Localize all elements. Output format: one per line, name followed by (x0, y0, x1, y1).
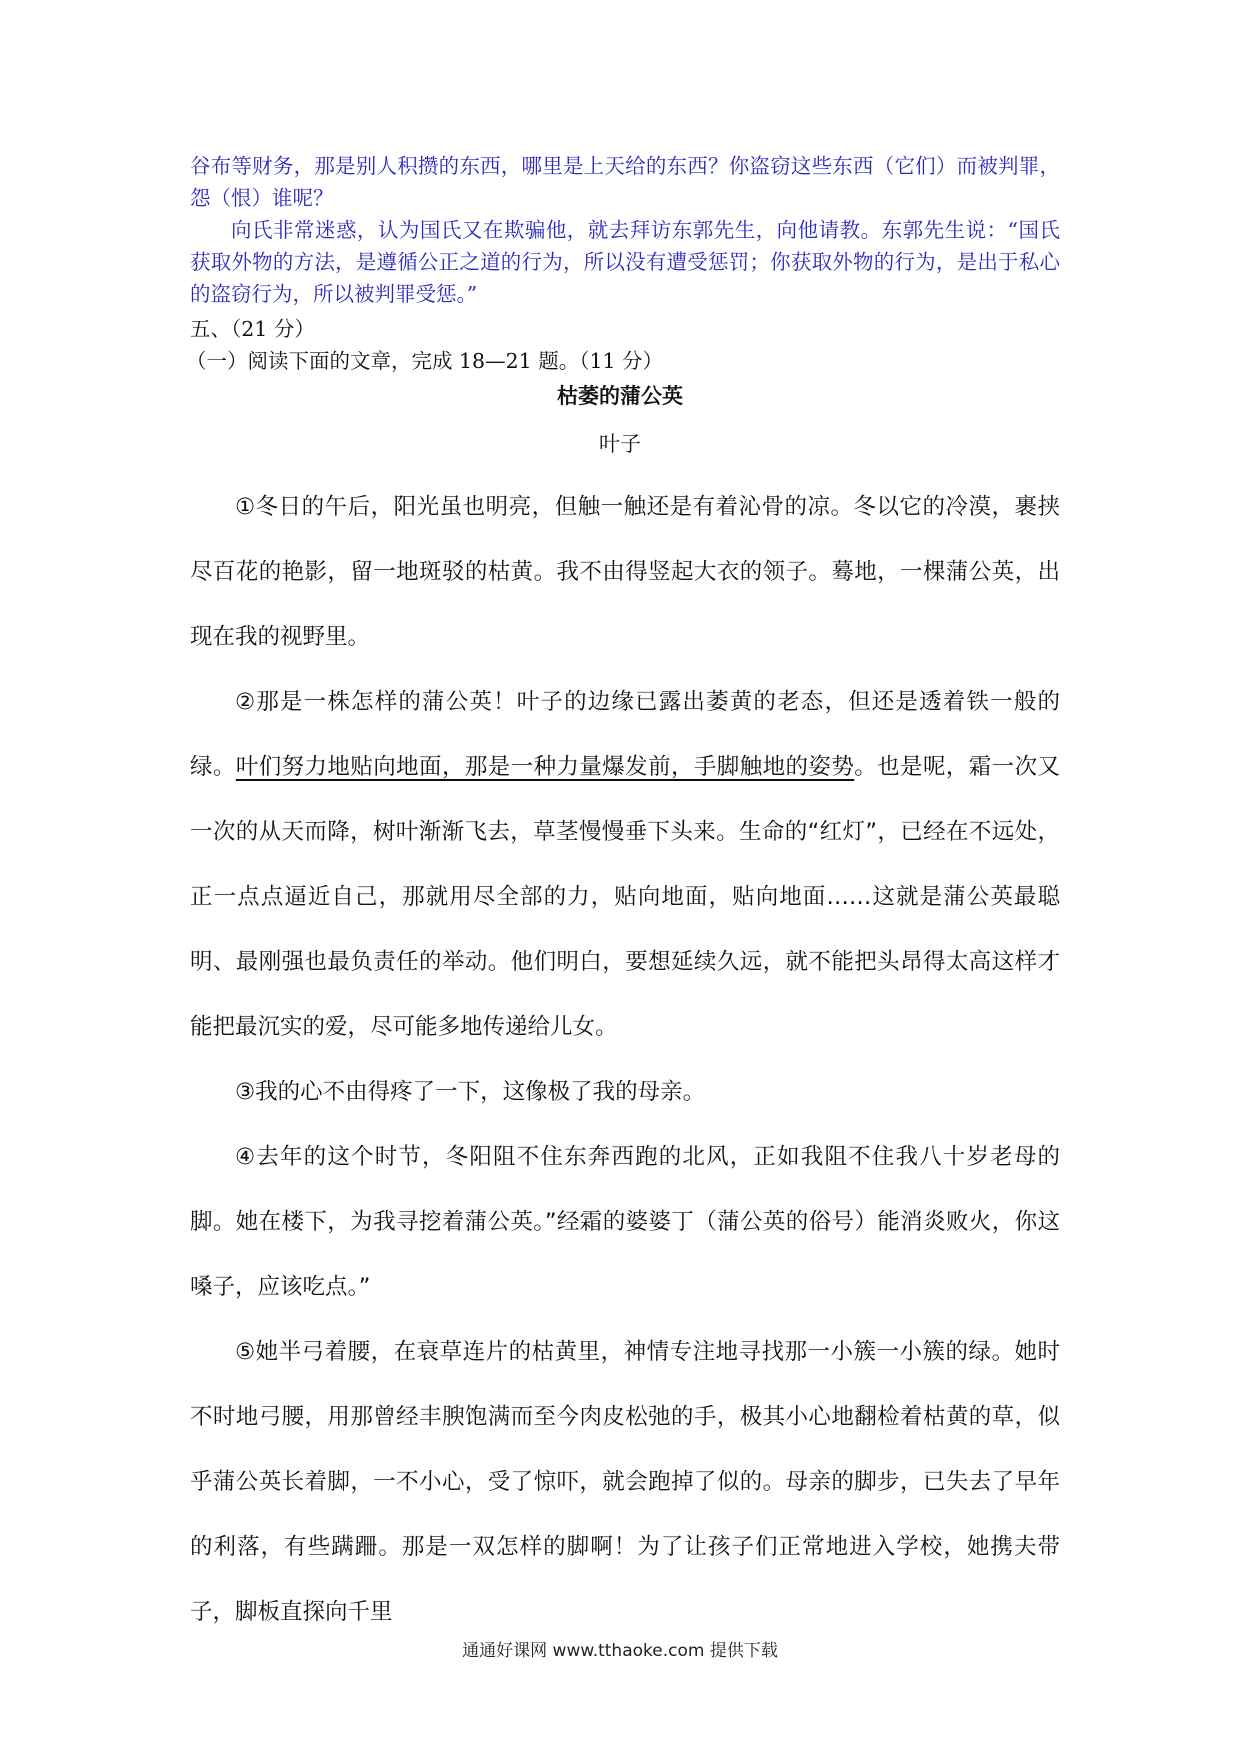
paragraph-4: ④去年的这个时节，冬阳阻不住东奔西跑的北风，正如我阻不住我八十岁老母的脚。她在楼下，为我寻挖着蒲公英。”经霜的婆婆丁（蒲公英的俗号）能消炎败火，你这嗓子，应该吃点。” (190, 1144, 1060, 1300)
section-heading: 五、（21 分） (190, 317, 315, 341)
paragraph-1: ①冬日的午后，阳光虽也明亮，但触一触还是有着沁骨的凉。冬以它的冷漠，裹挟尽百花的艳影，留一地斑驳的枯黄。我不由得竖起大衣的领子。蓦地，一棵蒲公英，出现在我的视野里。 (190, 494, 1060, 650)
answer-paragraph-1: 谷布等财务，那是别人积攒的东西，哪里是上天给的东西？你盗窃这些东西（它们）而被判罪，怨（恨）谁呢？ (190, 154, 1060, 210)
underlined-sentence: 叶们努力地贴向地面，那是一种力量爆发前，手脚触地的姿势 (235, 754, 855, 780)
paragraph-5: ⑤她半弓着腰，在衰草连片的枯黄里，神情专注地寻找那一小簇一小簇的绿。她时不时地弓腰，用那曾经丰腴饱满而至今肉皮松弛的手，极其小心地翻检着枯黄的草，似乎蒲公英长着脚，一不小心，受了惊吓，就会跑掉了似的。母亲的脚步，已失去了早年的利落，有些蹒跚。那是一双怎样的脚啊！为了让孩子们正常地进入学校，她携夫带子，脚板直探向千里 (190, 1339, 1060, 1625)
paragraph-2-rest: 。也是呢，霜一次又一次的从天而降，树叶渐渐飞去，草茎慢慢垂下头来。生命的“红灯”，已经在不远处，正一点点逼近自己，那就用尽全部的力，贴向地面，贴向地面……这就是蒲公英最聪明、最刚强也最负责任的举动。他们明白，要想延续久远，就不能把头昂得太高这样才能把最沉实的爱，尽可能多地传递给儿女。 (190, 754, 1060, 1040)
article-body (190, 475, 1060, 1645)
article-author: 叶子 (599, 432, 641, 456)
answer-notes (190, 150, 1060, 310)
paragraph-2-intro: ②那是一株怎样的蒲公英！叶子的边缘已露出萎黄的老态，但还是透着铁一般的绿。 (190, 689, 1060, 780)
paragraph-2 (190, 670, 1060, 1060)
article-title: 枯萎的蒲公英 (557, 383, 683, 408)
section-instruction: （一）阅读下面的文章，完成 18—21 题。（11 分） (186, 349, 664, 373)
page-footer: 通通好课网 www.tthaoke.com 提供下载 (462, 1641, 778, 1661)
paragraph-3: ③我的心不由得疼了一下，这像极了我的母亲。 (235, 1079, 706, 1105)
answer-paragraph-2: 向氏非常迷惑，认为国氏又在欺骗他，就去拜访东郭先生，向他请教。东郭先生说：“国氏获取外物的方法，是遵循公正之道的行为，所以没有遭受惩罚；你获取外物的行为，是出于私心的盗窃行为，所以被判罪受惩。” (190, 218, 1060, 306)
